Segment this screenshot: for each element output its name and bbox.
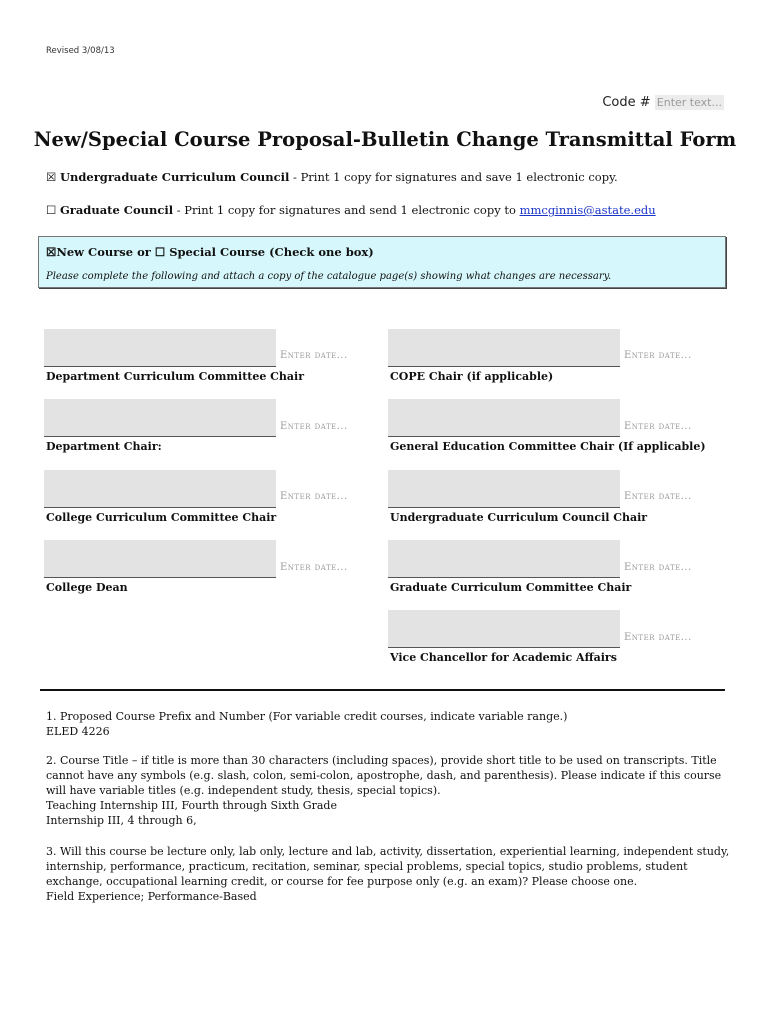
signature-label: College Curriculum Committee Chair	[46, 511, 277, 524]
new-course-label: New Course	[56, 245, 134, 259]
or-text: or	[137, 245, 151, 259]
revision-date: Revised 3/08/13	[46, 46, 115, 56]
signature-label: General Education Committee Chair (If applicable)	[390, 440, 706, 453]
date-field[interactable]: Enter date...	[624, 421, 692, 432]
code-input[interactable]: Enter text...	[656, 96, 722, 109]
signature-label: Vice Chancellor for Academic Affairs	[390, 651, 617, 664]
signature-field[interactable]	[388, 470, 620, 508]
signature-field[interactable]	[44, 329, 276, 367]
email-link[interactable]: mmcginnis@astate.edu	[519, 203, 656, 217]
question-1-prompt: 1. Proposed Course Prefix and Number (For variable credit courses, indicate variable range.)	[46, 710, 568, 723]
code-label: Code #	[602, 95, 651, 110]
question-3-prompt: 3. Will this course be lecture only, lab only, lecture and lab, activity, dissertation, experiential learning, independent study, internship, performance, practicum, recitation, seminar, special problems, special topics, studio problems, student exchange, occupational learning credit, or course for fee purpose only (e.g. an exam)? Please choose one.	[46, 845, 730, 888]
section-divider	[40, 689, 725, 691]
course-type-row	[46, 245, 374, 259]
date-field[interactable]: Enter date...	[624, 562, 692, 573]
date-field[interactable]: Enter date...	[280, 421, 348, 432]
signature-label: College Dean	[46, 581, 128, 594]
signature-field[interactable]	[44, 399, 276, 437]
new-course-checkbox[interactable]: ☒	[46, 245, 57, 259]
check-one-instruction: (Check one box)	[269, 245, 374, 259]
grad-checkbox[interactable]: ☐	[46, 203, 57, 217]
grad-council-row	[46, 203, 656, 217]
code-field-row	[602, 95, 724, 110]
signature-field[interactable]	[388, 540, 620, 578]
question-1	[46, 709, 736, 739]
page-title: New/Special Course Proposal-Bulletin Change Transmittal Form	[33, 128, 737, 151]
signature-field[interactable]	[388, 329, 620, 367]
undergrad-council-text: - Print 1 copy for signatures and save 1 electronic copy.	[289, 170, 618, 184]
question-2-prompt: 2. Course Title – if title is more than 30 characters (including spaces), provide short title to be used on transcripts. Title cannot have any symbols (e.g. slash, colon, semi-colon, apostrophe, dash, and parenthesis). Please indicate if this course will have variable titles (e.g. independent study, thesis, special topics).	[46, 754, 722, 797]
special-course-label: Special Course	[169, 245, 266, 259]
question-3	[46, 844, 736, 904]
date-field[interactable]: Enter date...	[624, 632, 692, 643]
question-2-answer-title[interactable]: Teaching Internship III, Fourth through Sixth Grade	[46, 799, 337, 812]
signature-field[interactable]	[388, 399, 620, 437]
date-field[interactable]: Enter date...	[624, 491, 692, 502]
signature-label: Department Chair:	[46, 440, 162, 453]
signature-field[interactable]	[44, 540, 276, 578]
signature-label: Graduate Curriculum Committee Chair	[390, 581, 632, 594]
undergrad-checkbox[interactable]: ☒	[46, 170, 57, 184]
question-1-answer[interactable]: ELED 4226	[46, 725, 110, 738]
undergrad-council-row	[46, 170, 618, 184]
course-type-box	[38, 236, 726, 288]
date-field[interactable]: Enter date...	[280, 491, 348, 502]
signature-field[interactable]	[388, 610, 620, 648]
signature-label: COPE Chair (if applicable)	[390, 370, 554, 383]
question-2	[46, 753, 736, 828]
undergrad-council-name: Undergraduate Curriculum Council	[59, 170, 290, 184]
date-field[interactable]: Enter date...	[280, 562, 348, 573]
date-field[interactable]: Enter date...	[624, 350, 692, 361]
special-course-checkbox[interactable]: ☐	[154, 245, 166, 259]
question-2-answer-short-title[interactable]: Internship III, 4 through 6,	[46, 814, 197, 827]
grad-council-name: Graduate Council	[59, 203, 174, 217]
grad-council-text: - Print 1 copy for signatures and send 1 electronic copy to	[173, 203, 520, 217]
signature-label: Undergraduate Curriculum Council Chair	[390, 511, 648, 524]
date-field[interactable]: Enter date...	[280, 350, 348, 361]
catalogue-note: Please complete the following and attach a copy of the catalogue page(s) showing what changes are necessary.	[46, 271, 612, 282]
question-3-answer[interactable]: Field Experience; Performance-Based	[46, 890, 257, 903]
signature-field[interactable]	[44, 470, 276, 508]
signature-label: Department Curriculum Committee Chair	[46, 370, 305, 383]
